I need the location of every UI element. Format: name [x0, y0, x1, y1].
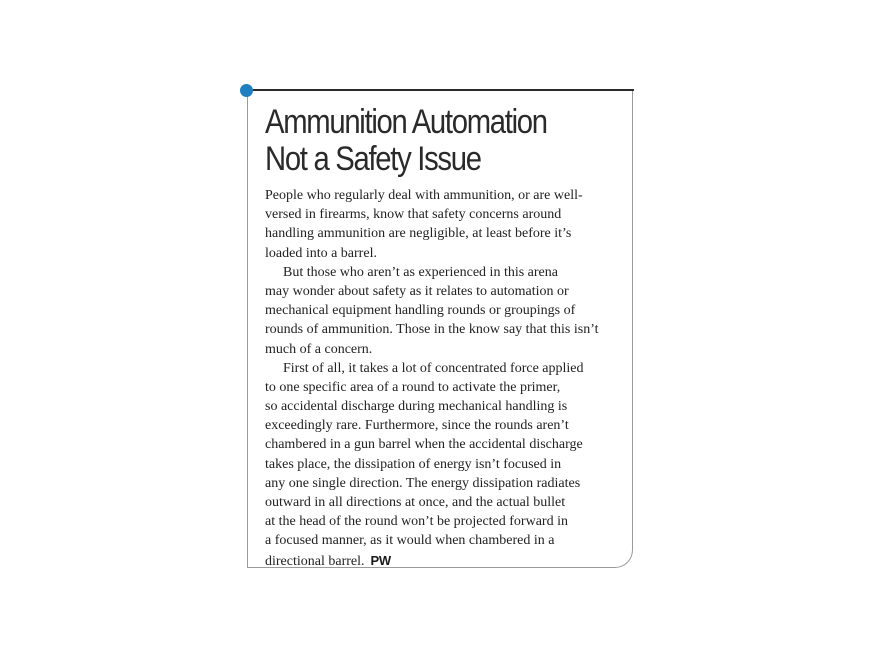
headline-line-1: Ammunition Automation [265, 103, 547, 141]
body-line: chambered in a gun barrel when the accidental discharge [265, 437, 583, 453]
body-line: loaded into a barrel. [265, 245, 377, 261]
body-line: so accidental discharge during mechanical handling is [265, 399, 568, 415]
body-line: to one specific area of a round to activate the primer, [265, 379, 561, 395]
body-line: mechanical equipment handling rounds or groupings of [265, 303, 576, 319]
top-rule [247, 89, 634, 91]
accent-dot-icon [240, 84, 253, 97]
body-line: at the head of the round won’t be projected forward in [265, 514, 568, 530]
body-line-last [265, 551, 625, 570]
body-line: rounds of ammunition. Those in the know say that this isn’t [265, 322, 599, 338]
body-line: takes place, the dissipation of energy isn’t focused in [265, 456, 562, 472]
body-line: handling ammunition are negligible, at least before it’s [265, 226, 572, 242]
body-line: People who regularly deal with ammunition, or are well- [265, 188, 583, 203]
headline-line-2: Not a Safety Issue [265, 140, 481, 178]
body-line: much of a concern. [265, 341, 373, 357]
body-line: First of all, it takes a lot of concentrated force applied [283, 360, 584, 376]
body-line: may wonder about safety as it relates to automation or [265, 283, 569, 299]
article-body [265, 186, 625, 570]
body-line: versed in firearms, know that safety concerns around [265, 207, 562, 223]
end-mark: PW [370, 552, 391, 568]
body-line: a focused manner, as it would when chambered in a [265, 533, 555, 549]
body-line: exceedingly rare. Furthermore, since the rounds aren’t [265, 418, 569, 434]
body-line: But those who aren’t as experienced in this arena [283, 264, 558, 280]
headline [265, 104, 575, 178]
body-line: any one single direction. The energy dissipation radiates [265, 475, 581, 491]
body-line: outward in all directions at once, and the actual bullet [265, 495, 566, 510]
body-line-text: directional barrel. [265, 553, 365, 569]
